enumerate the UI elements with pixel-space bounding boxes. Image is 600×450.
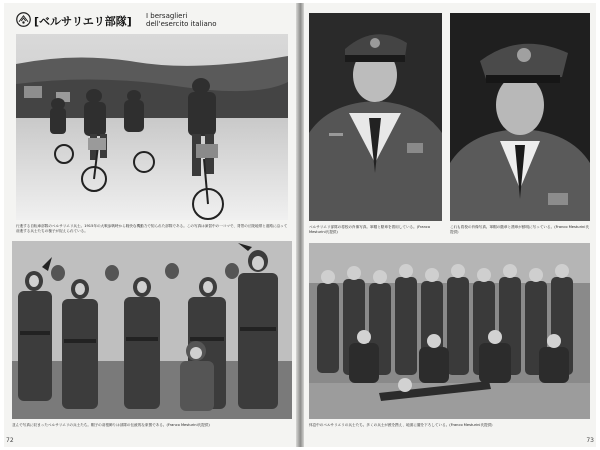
page-number-left: 72 <box>6 437 14 444</box>
caption-portrait-left: ベルサリエリ部隊の将校の肖像写真。軍帽と勲章を着用している。(Franco Mesturini氏提供) <box>309 225 431 234</box>
caption-bicycle-troops: 行進する自転車部隊のベルサリエリ兵士。1915年の大戦参戦時から軽快な機動力で知られた部隊である。この写真は演習中の一コマで、背景の丘陵地帯と道路に沿って前進する兵士たちの様子が捉えられている。 <box>16 224 288 233</box>
section-subtitle <box>146 12 216 28</box>
photo-bicycle-troops <box>16 34 288 220</box>
left-page <box>4 3 296 447</box>
right-page <box>304 3 596 447</box>
caption-soldier-group: 並んで写真に収まったベルサリエリの兵士たち。帽子の羽根飾りは部隊の伝統的な象徴である。(Franco Mesturini氏提供) <box>12 423 210 427</box>
page-header <box>16 12 286 28</box>
magazine-spread <box>4 3 596 447</box>
section-subtitle-line2: dell'esercito italiano <box>146 20 217 28</box>
section-title: [ベルサリエリ部隊] <box>34 15 132 28</box>
caption-troops-resting: 休息中のベルサリエリの兵士たち。多くの兵士が銃を携え、地面に腰を下ろしている。(Franco Mesturini氏提供) <box>309 423 493 427</box>
photo-officer-portrait-left <box>309 13 442 221</box>
book-gutter <box>296 3 304 447</box>
bersaglieri-plume-logo-icon <box>16 12 31 27</box>
section-subtitle-line1: I bersaglieri <box>146 12 188 20</box>
page-number-right: 73 <box>586 437 594 444</box>
caption-portrait-right: これも将校の肖像写真。軍帽の徽章と襟章が鮮明に写っている。(Franco Mesturini氏提供) <box>450 225 589 234</box>
photo-troops-resting <box>309 243 590 419</box>
photo-soldier-group <box>12 241 292 419</box>
photo-officer-portrait-right <box>450 13 590 221</box>
